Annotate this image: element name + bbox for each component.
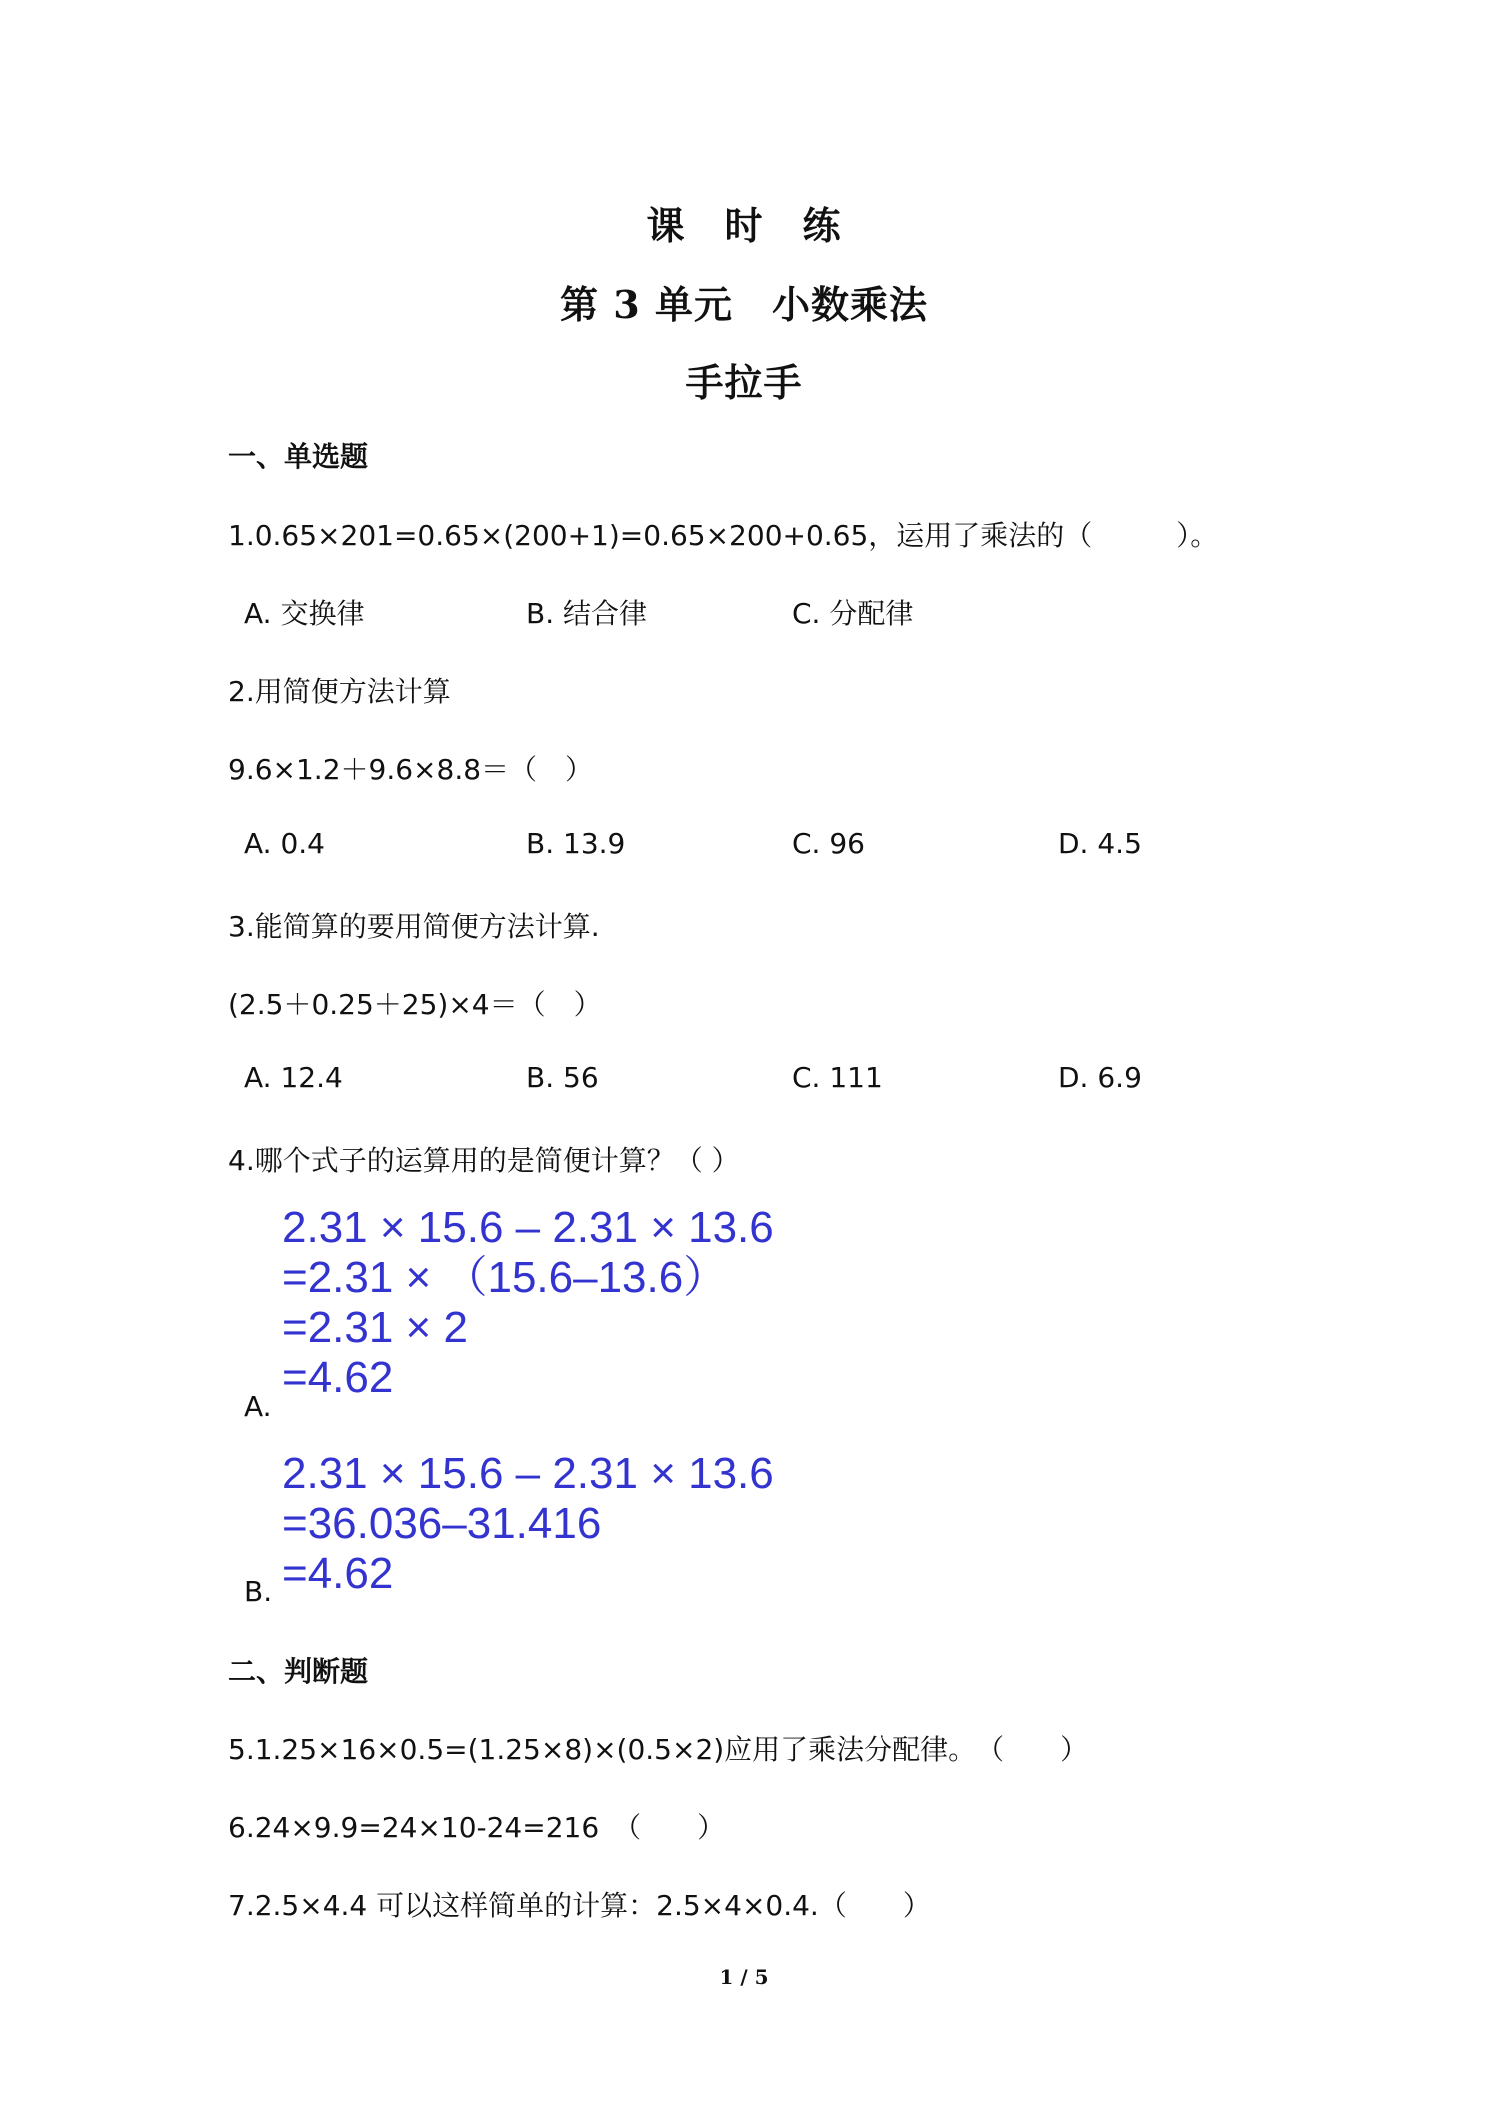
question-1-option-c[interactable]: C. 分配律 [792, 597, 914, 630]
question-7-text: 7.2.5×4.4 可以这样简单的计算：2.5×4×0.4.（ ） [228, 1889, 931, 1922]
question-3-option-b[interactable]: B. 56 [526, 1061, 599, 1094]
question-2-option-a[interactable]: A. 0.4 [244, 827, 325, 860]
question-2-option-b[interactable]: B. 13.9 [526, 827, 626, 860]
question-3-text: 3.能简算的要用简便方法计算. [228, 910, 600, 943]
question-4-option-a-image[interactable] [282, 1203, 774, 1403]
math-line: 2.31 × 15.6 – 2.31 × 13.6 [282, 1203, 774, 1252]
question-4-option-a-label[interactable]: A. [244, 1390, 272, 1423]
math-line: =2.31 × 2 [282, 1303, 468, 1352]
question-3-option-a[interactable]: A. 12.4 [244, 1061, 343, 1094]
math-line: =36.036–31.416 [282, 1499, 602, 1548]
question-1-text: 1.0.65×201=0.65×(200+1)=0.65×200+0.65，运用了乘法的（ ）。 [228, 519, 1219, 552]
question-3-option-d[interactable]: D. 6.9 [1058, 1061, 1142, 1094]
section-heading-true-false: 二、判断题 [228, 1655, 369, 1688]
question-4-option-b-image[interactable] [282, 1449, 774, 1599]
question-2-text: 2.用简便方法计算 [228, 675, 451, 708]
math-line: =4.62 [282, 1353, 394, 1402]
question-2-option-c[interactable]: C. 96 [792, 827, 865, 860]
math-line: =4.62 [282, 1549, 394, 1598]
question-4-text: 4.哪个式子的运算用的是简便计算？（ ） [228, 1144, 740, 1177]
question-2-expression: 9.6×1.2＋9.6×8.8＝（ ） [228, 753, 594, 786]
question-5-text: 5.1.25×16×0.5=(1.25×8)×(0.5×2)应用了乘法分配律。 （ ） [228, 1733, 1089, 1766]
question-1-option-a[interactable]: A. 交换律 [244, 597, 365, 630]
question-2-option-d[interactable]: D. 4.5 [1058, 827, 1142, 860]
section-heading-single-choice: 一、单选题 [228, 440, 369, 473]
math-line: =2.31 × （15.6–13.6） [282, 1253, 728, 1302]
page-number: 1 / 5 [719, 1965, 769, 1989]
question-1-option-b[interactable]: B. 结合律 [526, 597, 648, 630]
subtitle: 手拉手 [685, 360, 803, 405]
question-4-option-b-label[interactable]: B. [244, 1575, 273, 1608]
question-3-option-c[interactable]: C. 111 [792, 1061, 883, 1094]
question-6-text: 6.24×9.9=24×10-24=216 （ ） [228, 1811, 726, 1844]
question-3-expression: (2.5＋0.25＋25)×4＝（ ） [228, 988, 602, 1021]
page-title: 课 时 练 [646, 203, 842, 248]
math-line: 2.31 × 15.6 – 2.31 × 13.6 [282, 1449, 774, 1498]
unit-title: 第 3 单元 小数乘法 [560, 282, 928, 327]
